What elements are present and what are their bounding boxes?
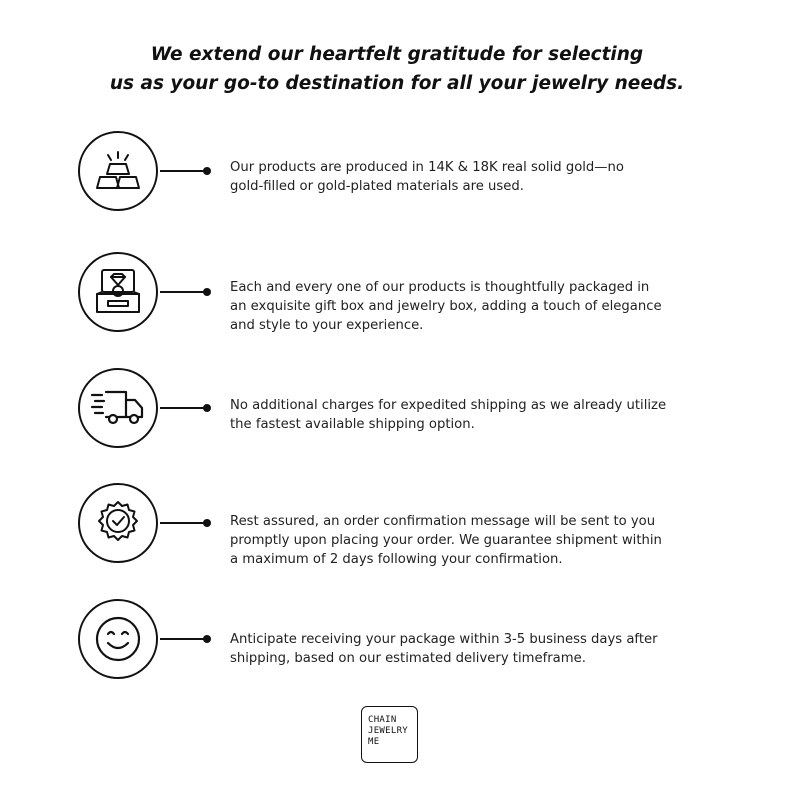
- feature-text-line: Each and every one of our products is thoughtfully packaged in: [230, 280, 650, 295]
- connector-line: [160, 407, 206, 409]
- feature-text-line: Our products are produced in 14K & 18K real solid gold—no: [230, 160, 624, 175]
- icon-circle: [78, 599, 158, 679]
- icon-circle: [78, 131, 158, 211]
- feature-text-line: promptly upon placing your order. We guarantee shipment within: [230, 533, 662, 548]
- feature-text-line: and style to your experience.: [230, 318, 424, 333]
- connector-dot: [203, 519, 211, 527]
- icon-circle: [78, 483, 158, 563]
- connector-dot: [203, 288, 211, 296]
- feature-text-line: No additional charges for expedited shipping as we already utilize: [230, 398, 667, 413]
- gold-bars-icon: [93, 148, 143, 194]
- logo-line: CHAIN: [368, 715, 397, 725]
- feature-gift-packaging: [0, 252, 794, 336]
- feature-order-confirmation: [0, 483, 794, 567]
- jewelry-box-icon: [94, 267, 142, 317]
- brand-logo: [361, 706, 418, 763]
- icon-circle: [78, 252, 158, 332]
- smiley-face-icon: [93, 614, 143, 664]
- connector-dot: [203, 404, 211, 412]
- heading-line-1: We extend our heartfelt gratitude for selecting: [150, 44, 644, 65]
- connector-line: [160, 291, 206, 293]
- feature-delivery-timeframe: [0, 599, 794, 683]
- heading-line-2: us as your go-to destination for all your jewelry needs.: [109, 73, 685, 94]
- connector-line: [160, 522, 206, 524]
- connector-dot: [203, 635, 211, 643]
- connector-dot: [203, 167, 211, 175]
- feature-solid-gold: [0, 131, 794, 215]
- feature-text: [230, 278, 710, 335]
- feature-text-line: a maximum of 2 days following your confirmation.: [230, 552, 563, 567]
- feature-text: [230, 630, 710, 668]
- verified-badge-icon: [94, 499, 142, 547]
- logo-text: [368, 715, 408, 748]
- feature-expedited-shipping: [0, 368, 794, 452]
- logo-line: ME: [368, 737, 380, 747]
- feature-text-line: an exquisite gift box and jewelry box, adding a touch of elegance: [230, 299, 662, 314]
- feature-text: [230, 158, 710, 196]
- feature-text-line: Rest assured, an order confirmation message will be sent to you: [230, 514, 656, 529]
- icon-circle: [78, 368, 158, 448]
- connector-line: [160, 638, 206, 640]
- connector-line: [160, 170, 206, 172]
- feature-text-line: shipping, based on our estimated delivery timeframe.: [230, 651, 586, 666]
- page-heading: [0, 40, 794, 98]
- feature-text: [230, 396, 710, 434]
- delivery-truck-icon: [90, 389, 146, 427]
- feature-text-line: Anticipate receiving your package within 3-5 business days after: [230, 632, 658, 647]
- logo-line: JEWELRY: [368, 726, 409, 736]
- feature-text-line: gold-filled or gold-plated materials are used.: [230, 179, 524, 194]
- feature-text: [230, 512, 710, 569]
- feature-text-line: the fastest available shipping option.: [230, 417, 475, 432]
